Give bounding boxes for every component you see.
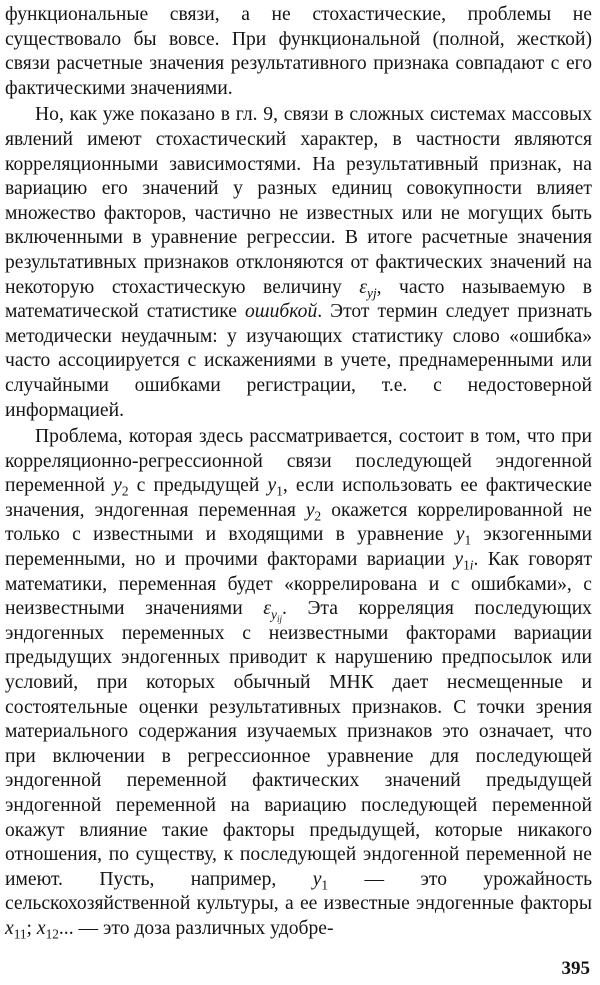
y1-symbol — [267, 475, 283, 499]
paragraph-1-text: функциональные связи, а не стохастические, проблемы не существовало бы вовсе. При функциональной (полной, жесткой) связи расчетные значения результативного признака совпадают с его фактическими значениями. — [5, 4, 592, 99]
x12-symbol — [36, 917, 59, 942]
y-glyph: y — [267, 475, 277, 497]
y1-symbol — [455, 524, 472, 549]
paragraph-3-text-9: ... — это доза различных удобре- — [58, 917, 334, 939]
paragraph-2-text-2: , часто называемую в математической статистике — [5, 276, 592, 323]
paragraph-3 — [5, 425, 592, 941]
y-glyph: y — [312, 868, 322, 890]
paragraph-3-text-1: Проблема, которая здесь рассматривается, состоит в том, что при корреляционно-регрессионной связи последующей эндогенной переменной — [5, 426, 592, 497]
y2-symbol — [305, 499, 322, 524]
epsilon-subscript: y — [271, 606, 277, 622]
y-subscript: 1 — [276, 483, 283, 499]
y-subscript-index: i — [469, 557, 474, 573]
y-glyph: y — [455, 524, 465, 546]
epsilon-glyph: ε — [263, 598, 272, 620]
paragraph-3-text-7: . Эта корреляция последующих эндогенных переменных с неизвестными факторами вариации предыдущих эндогенных приводит к нарушению предпосылок или условий, при которых обычный МНК дает несмещенные и состоятельные оценки результативных признаков. С точки зрения материального содержания изучаемых признаков это означает, что при включении в регрессионное уравнение для последующей эндогенной переменной фактических значений предыдущей эндогенной переменной на вариацию последующей переменной окажут влияние такие факторы предыдущей, которые никакого отношения, по существу, к последующей эндогенной переменной не имеют. Пусть, например, — [5, 598, 592, 890]
y-subscript: 2 — [121, 483, 129, 499]
paragraph-2 — [5, 103, 592, 423]
y-subscript: 1 — [321, 877, 329, 893]
x-glyph: x — [5, 917, 14, 939]
y-glyph: y — [113, 475, 122, 497]
y-subscript: 1 — [464, 533, 472, 549]
epsilon-yj-symbol — [359, 276, 377, 301]
paragraph-3-text-2: с предыдущей — [128, 475, 268, 497]
x-glyph: x — [36, 917, 46, 939]
x-subscript: 12 — [45, 926, 59, 942]
paragraph-2-text-1: Но, как уже показано в гл. 9, связи в сложных системах массовых явлений имеют стохастический характер, в частности являются корреляционными зависимостями. На результативный признак, на вариацию его значений у разных единиц совокупности влияет множество факторов, частично не известных или не могущих быть включенными в уравнение регрессии. В итоге расчетные значения результативных признаков отклоняются от фактических значений на некоторую стохастическую величину — [5, 104, 592, 298]
x11-symbol — [5, 917, 27, 942]
epsilon-subscript: yj — [367, 285, 377, 301]
epsilon-yij-symbol — [263, 598, 282, 625]
x-subscript: 11 — [13, 926, 27, 942]
y1i-symbol — [454, 549, 474, 573]
paragraph-1 — [5, 3, 592, 101]
y-subscript: 2 — [314, 508, 322, 524]
paragraph-3-text-3: , если использовать ее фактические значения, эндогенная переменная — [5, 475, 592, 521]
paragraph-3-text-6: . Как говорят математики, переменная будет «коррелирована и с ошибками», с неизвестными значениями — [5, 549, 593, 620]
paragraph-3-text-5: экзогенными переменными, но и прочими факторами вариации — [5, 524, 592, 571]
body-text — [5, 3, 592, 942]
y-subscript-number: 1 — [463, 557, 470, 573]
separator: ; — [26, 917, 37, 939]
paragraph-3-text-8: — это урожайность сельскохозяйственной культуры, а ее известные эндогенные факторы — [5, 868, 593, 915]
paragraph-3-text-4: окажется коррелированной не только с известными и входящими в уравнение — [5, 499, 592, 546]
y1-symbol — [312, 868, 329, 893]
paragraph-2-text-3: . Этот термин следует признать методически неудачным: у изучающих статистику слово «ошибка» часто ассоциируется с искажениями в учете, преднамеренными или случайными ошибками регистрации, т.е. с недостоверной информацией. — [5, 301, 593, 421]
y2-symbol — [113, 475, 129, 499]
y-glyph: y — [454, 549, 464, 571]
y-glyph: y — [305, 499, 315, 521]
page-number: 395 — [561, 958, 590, 979]
epsilon-sub-subscript: ij — [276, 614, 282, 625]
term-oshibka: ошибкой — [244, 301, 318, 323]
epsilon-glyph: ε — [359, 276, 368, 298]
